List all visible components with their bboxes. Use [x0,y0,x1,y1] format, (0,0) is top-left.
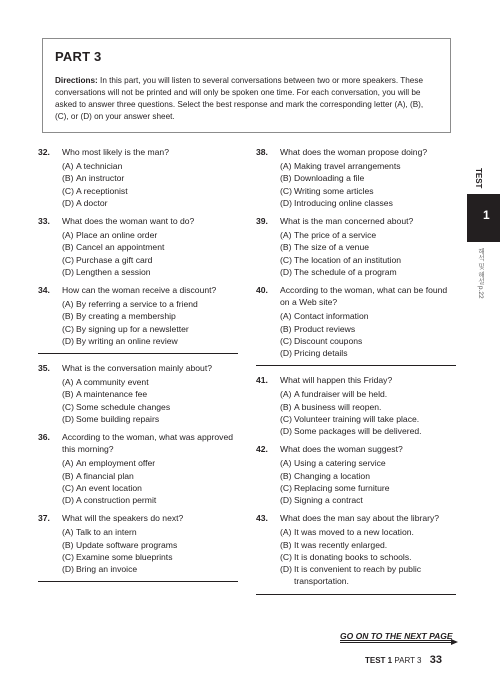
question-stem [256,215,456,227]
answer-options [62,526,238,575]
answer-options [62,298,238,347]
option-letter: (B) [62,173,74,184]
option-text: Place an online order [76,230,158,241]
section-divider [38,353,238,354]
answer-options [280,310,456,359]
question-item [38,362,238,425]
option-letter: (D) [62,564,74,575]
answer-option [62,185,238,197]
answer-options [62,457,238,506]
option-text: Making travel arrangements [294,161,401,172]
option-text: Downloading a file [294,173,365,184]
option-letter: (D) [62,266,74,277]
answer-option [280,425,456,437]
footer-test-label: TEST 1 [365,656,393,665]
option-letter: (B) [280,323,292,334]
question-text: What is the man concerned about? [280,216,414,227]
question-item [256,443,456,506]
answer-option [62,401,238,413]
question-number: 35. [38,363,50,374]
question-number: 36. [38,432,50,443]
option-letter: (B) [280,401,292,412]
option-text: By writing an online review [76,335,178,346]
option-letter: (C) [62,254,74,265]
option-text: An event location [76,482,142,493]
option-letter: (A) [62,161,74,172]
answer-option [280,551,456,563]
answer-options [280,160,456,209]
question-item [256,284,456,359]
answer-option [280,457,456,469]
option-text: Replacing some furniture [294,482,390,493]
option-text: The size of a venue [294,242,370,253]
question-item [256,215,456,278]
question-text: What does the woman propose doing? [280,147,428,157]
question-item [256,374,456,437]
option-letter: (B) [280,242,292,253]
question-stem [38,431,238,455]
question-stem [38,512,238,524]
answer-option [62,323,238,335]
directions-label: Directions: [55,76,98,85]
option-letter: (A) [62,230,74,241]
option-letter: (D) [280,266,292,277]
question-text: What does the man say about the library? [280,513,440,524]
question-item [256,146,456,209]
answer-option [62,539,238,551]
side-test-label: TEST [474,168,483,189]
answer-option [280,539,456,551]
option-letter: (D) [62,413,74,424]
option-text: A business will reopen. [294,401,382,412]
option-letter: (A) [280,311,292,322]
question-stem [256,146,456,158]
section-divider [256,365,456,366]
answer-option [280,241,456,253]
question-stem [256,512,456,524]
option-text: Lengthen a session [76,266,151,277]
question-item [38,284,238,347]
option-text: An instructor [76,173,125,184]
answer-option [280,266,456,278]
page-number: 33 [429,654,442,666]
option-text: By referring a service to a friend [76,299,198,310]
option-letter: (A) [62,299,74,310]
question-stem [38,215,238,227]
footer-part-label: PART 3 [394,656,422,665]
question-stem [256,284,456,308]
option-letter: (C) [280,551,292,562]
option-text: Discount coupons [294,335,363,346]
question-item [38,431,238,506]
answer-option [62,335,238,347]
option-letter: (A) [280,389,292,400]
option-text: Some schedule changes [76,401,171,412]
option-letter: (C) [280,335,292,346]
option-letter: (D) [280,426,292,437]
option-text: A financial plan [76,470,134,481]
question-number: 32. [38,147,50,157]
option-text: A maintenance fee [76,389,148,400]
option-text: By signing up for a newsletter [76,323,189,334]
option-text: An employment offer [76,458,156,469]
directions-box [42,38,451,133]
option-text: The location of an institution [294,254,402,265]
option-text: Writing some articles [294,185,374,196]
option-text: A doctor [76,197,108,208]
answer-option [62,494,238,506]
option-text: Some packages will be delivered. [294,426,422,437]
question-stem [256,374,456,386]
answer-option [280,185,456,197]
option-letter: (B) [280,470,292,481]
question-number: 34. [38,285,50,296]
option-letter: (C) [62,401,74,412]
answer-option [62,254,238,266]
answer-option [62,298,238,310]
option-letter: (D) [280,564,292,575]
option-letter: (B) [62,389,74,400]
option-text: Pricing details [294,348,348,359]
option-letter: (B) [62,242,74,253]
answer-option [280,310,456,322]
option-letter: (C) [280,254,292,265]
option-letter: (C) [62,323,74,334]
answer-options [62,376,238,425]
answer-option [62,266,238,278]
option-letter: (D) [280,495,292,506]
arrow-right-icon [340,642,456,643]
option-text: The schedule of a program [294,266,397,277]
answer-option [62,457,238,469]
option-letter: (D) [62,495,74,506]
question-text: According to the woman, what can be found on a Web site? [280,285,448,308]
question-text: Who most likely is the man? [62,147,169,157]
answer-option [280,401,456,413]
question-text: What will happen this Friday? [280,375,393,386]
left-question-column [38,146,238,590]
option-letter: (A) [62,377,74,388]
option-letter: (A) [62,458,74,469]
question-number: 38. [256,147,268,157]
answer-option [280,323,456,335]
option-text: By creating a membership [76,311,176,322]
option-text: It was moved to a new location. [294,527,414,538]
option-text: It is convenient to reach by public transportation. [294,564,422,587]
option-text: Volunteer training will take place. [294,413,420,424]
answer-option [62,563,238,575]
option-text: Cancel an appointment [76,242,165,253]
option-letter: (B) [280,173,292,184]
option-text: Introducing online classes [294,197,393,208]
question-item [38,215,238,278]
section-divider [256,594,456,595]
option-letter: (B) [62,539,74,550]
answer-option [62,388,238,400]
question-number: 41. [256,375,268,386]
answer-option [62,310,238,322]
answer-option [62,197,238,209]
option-letter: (D) [62,197,74,208]
question-text: How can the woman receive a discount? [62,285,217,296]
option-letter: (A) [280,527,292,538]
side-korean-note: 해석 및 해설 p.22 [477,248,484,299]
page-footer [365,654,442,666]
answer-options [280,388,456,437]
answer-option [62,526,238,538]
question-number: 39. [256,216,268,227]
answer-option [280,335,456,347]
answer-option [62,172,238,184]
answer-option [62,376,238,388]
question-item [256,512,456,587]
option-letter: (D) [280,348,292,359]
option-text: Bring an invoice [76,564,138,575]
option-text: A technician [76,161,123,172]
option-text: A construction permit [76,495,157,506]
option-letter: (C) [62,482,74,493]
option-letter: (D) [62,335,74,346]
answer-option [280,254,456,266]
answer-options [280,526,456,587]
part-title: PART 3 [55,49,102,64]
question-item [38,146,238,209]
answer-option [280,413,456,425]
answer-option [280,470,456,482]
answer-option [280,229,456,241]
option-letter: (C) [280,482,292,493]
right-question-column [256,146,456,603]
answer-option [62,482,238,494]
option-letter: (C) [280,413,292,424]
option-text: Some building repairs [76,413,160,424]
question-item [38,512,238,575]
section-divider [38,581,238,582]
option-text: It was recently enlarged. [294,539,388,550]
option-text: Examine some blueprints [76,551,173,562]
answer-option [62,470,238,482]
answer-option [280,160,456,172]
answer-option [280,526,456,538]
option-text: Changing a location [294,470,370,481]
question-stem [38,362,238,374]
answer-options [62,229,238,278]
option-letter: (B) [62,470,74,481]
option-text: Talk to an intern [76,527,137,538]
question-text: What will the speakers do next? [62,513,184,524]
answer-options [280,457,456,506]
option-text: Update software programs [76,539,178,550]
option-letter: (C) [280,185,292,196]
option-text: It is donating books to schools. [294,551,412,562]
question-text: What does the woman want to do? [62,216,195,227]
answer-option [280,494,456,506]
question-number: 37. [38,513,50,524]
option-letter: (A) [280,458,292,469]
option-letter: (A) [280,161,292,172]
answer-option [62,551,238,563]
option-text: A fundraiser will be held. [294,389,388,400]
question-number: 42. [256,444,268,455]
answer-option [62,413,238,425]
directions-text [55,75,438,123]
option-letter: (B) [280,539,292,550]
option-text: A receptionist [76,185,128,196]
question-stem [256,443,456,455]
answer-options [280,229,456,278]
question-number: 40. [256,285,268,296]
question-number: 43. [256,513,268,524]
question-text: What is the conversation mainly about? [62,363,212,374]
option-text: Using a catering service [294,458,386,469]
test-number-tab [467,194,500,242]
question-stem [38,284,238,296]
option-text: A community event [76,377,149,388]
option-letter: (C) [62,185,74,196]
question-text: According to the woman, what was approved this morning? [62,432,234,455]
answer-option [62,160,238,172]
option-letter: (B) [62,311,74,322]
option-letter: (A) [280,230,292,241]
question-number: 33. [38,216,50,227]
answer-option [62,241,238,253]
option-text: Purchase a gift card [76,254,153,265]
test-number: 1 [483,208,490,222]
answer-option [280,347,456,359]
option-text: Signing a contract [294,495,363,506]
answer-option [62,229,238,241]
answer-options [62,160,238,209]
answer-option [280,482,456,494]
directions-body: In this part, you will listen to several conversations between two or more speakers. These conversations will not be printed and will only be spoken one time. For each conversation, you will be asked to answer three questions. Select the best response and mark the corresponding letter (A), (B), (C), or (D) on your answer sheet. [55,76,424,121]
question-stem [38,146,238,158]
option-letter: (D) [280,197,292,208]
option-text: Contact information [294,311,369,322]
option-letter: (A) [62,527,74,538]
answer-option [280,388,456,400]
answer-option [280,172,456,184]
answer-option [280,563,456,587]
option-text: The price of a service [294,230,377,241]
question-text: What does the woman suggest? [280,444,403,455]
go-on-next-page-text: GO ON TO THE NEXT PAGE [340,631,453,641]
option-text: Product reviews [294,323,356,334]
answer-option [280,197,456,209]
option-letter: (C) [62,551,74,562]
